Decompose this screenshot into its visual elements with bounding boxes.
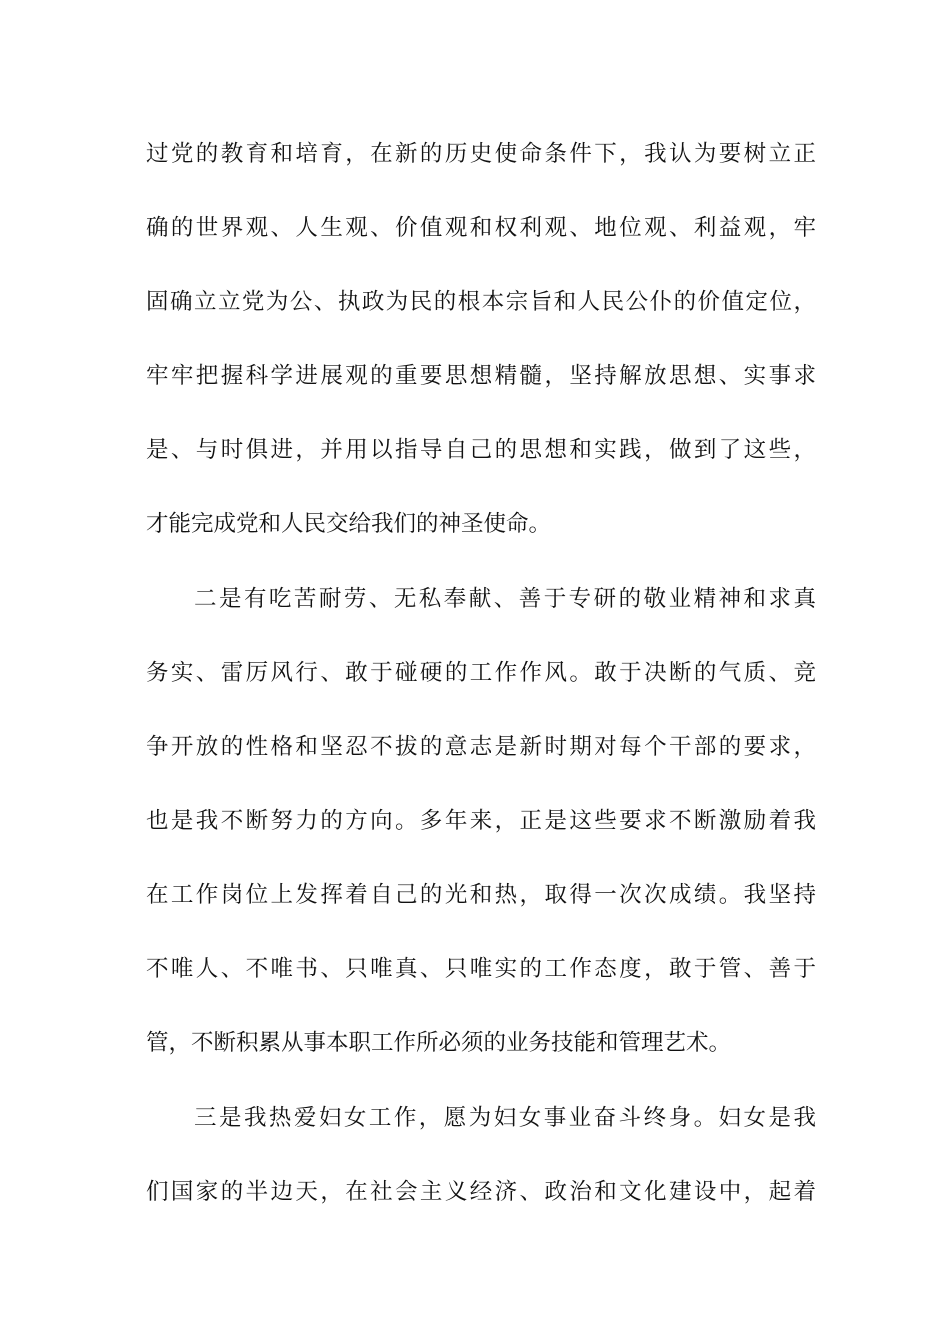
text-line: 才能完成党和人民交给我们的神圣使命。 (146, 511, 552, 537)
text-line: 固确立立党为公、执政为民的根本宗旨和人民公仆的价值定位， (146, 289, 816, 315)
text-line: 也是我不断努力的方向。多年来，正是这些要求不断激励着我 (146, 808, 816, 834)
text-line: 是、与时俱进，并用以指导自己的思想和实践，做到了这些， (146, 437, 816, 463)
text-line-paragraph-start: 三是我热爱妇女工作，愿为妇女事业奋斗终身。妇女是我 (194, 1105, 816, 1131)
text-line: 牢牢把握科学进展观的重要思想精髓，坚持解放思想、实事求 (146, 363, 816, 389)
text-line-paragraph-start: 二是有吃苦耐劳、无私奉献、善于专研的敬业精神和求真 (194, 586, 816, 612)
text-line: 们国家的半边天，在社会主义经济、政治和文化建设中，起着 (146, 1179, 816, 1205)
text-line: 过党的教育和培育，在新的历史使命条件下，我认为要树立正 (146, 141, 816, 167)
text-line: 管，不断积累从事本职工作所必须的业务技能和管理艺术。 (146, 1030, 732, 1056)
text-line: 确的世界观、人生观、价值观和权利观、地位观、利益观，牢 (146, 215, 816, 241)
text-line: 争开放的性格和坚忍不拔的意志是新时期对每个干部的要求， (146, 734, 816, 760)
text-line: 务实、雷厉风行、敢于碰硬的工作作风。敢于决断的气质、竞 (146, 660, 816, 686)
text-line: 在工作岗位上发挥着自己的光和热，取得一次次成绩。我坚持 (146, 882, 816, 908)
text-line: 不唯人、不唯书、只唯真、只唯实的工作态度，敢于管、善于 (146, 956, 816, 982)
